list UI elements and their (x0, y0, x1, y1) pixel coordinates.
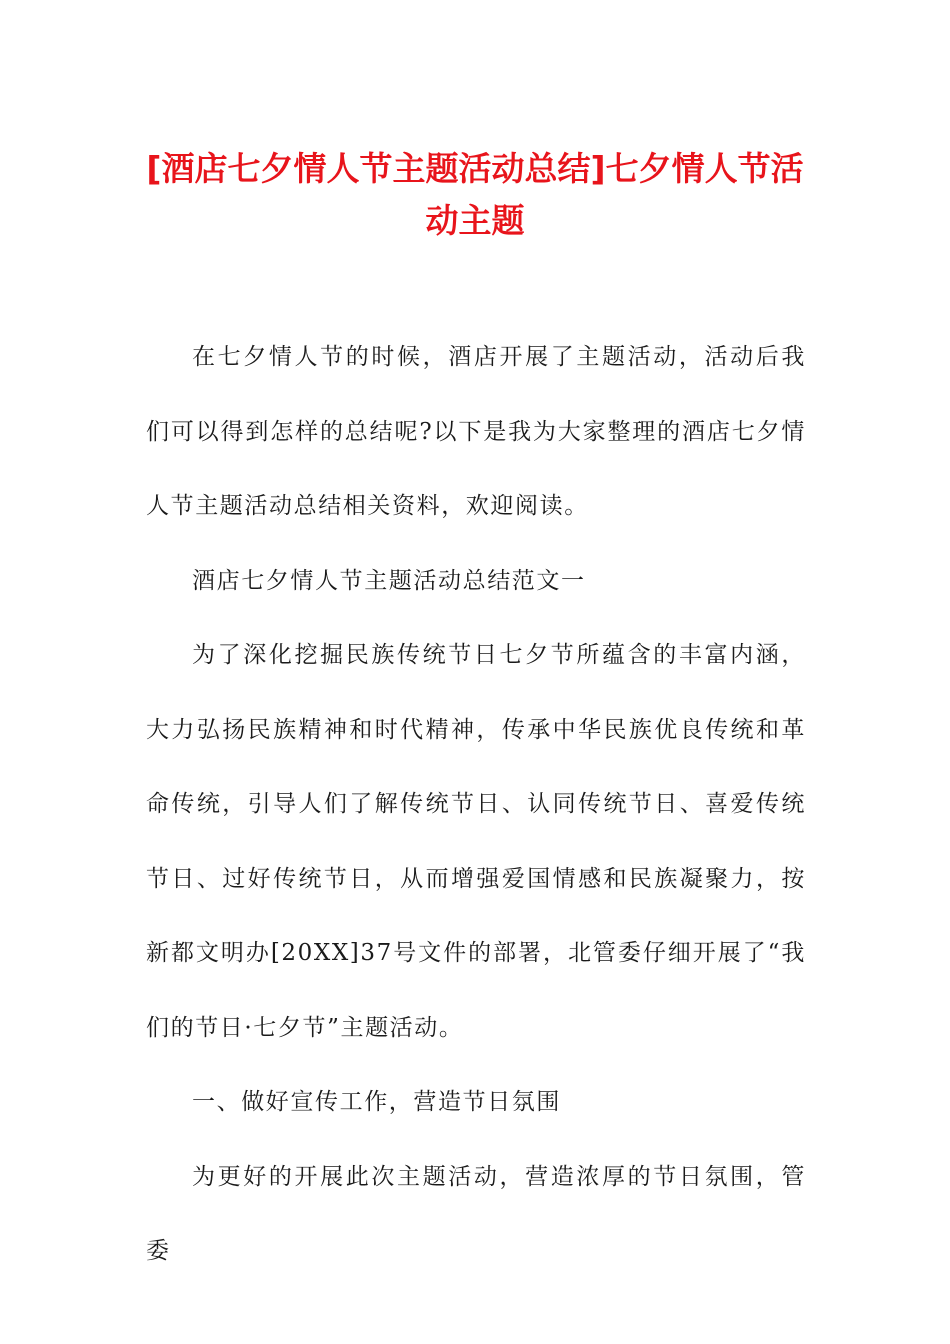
paragraph-background: 为了深化挖掘民族传统节日七夕节所蕴含的丰富内涵，大力弘扬民族精神和时代精神，传承中华民族优良传统和革命传统，引导人们了解传统节日、认同传统节日、喜爱传统节日、过好传统节日，从而增强爱国情感和民族凝聚力，按新都文明办[20XX]37号文件的部署，北管委仔细开展了“我们的节日·七夕节”主题活动。 (146, 642, 806, 1041)
document-title: [酒店七夕情人节主题活动总结]七夕情人节活动主题 (146, 149, 804, 240)
paragraph-section-body: 为更好的开展此次主题活动，营造浓厚的节日氛围，管委 (146, 1163, 806, 1264)
paragraph-section-heading: 一、做好宣传工作，营造节日氛围 (192, 1089, 561, 1115)
document-body (146, 320, 806, 1289)
paragraph-intro: 在七夕情人节的时候，酒店开展了主题活动，活动后我们可以得到怎样的总结呢?以下是我为大家整理的酒店七夕情人节主题活动总结相关资料，欢迎阅读。 (146, 344, 806, 519)
paragraph-sample-heading: 酒店七夕情人节主题活动总结范文一 (192, 567, 586, 594)
